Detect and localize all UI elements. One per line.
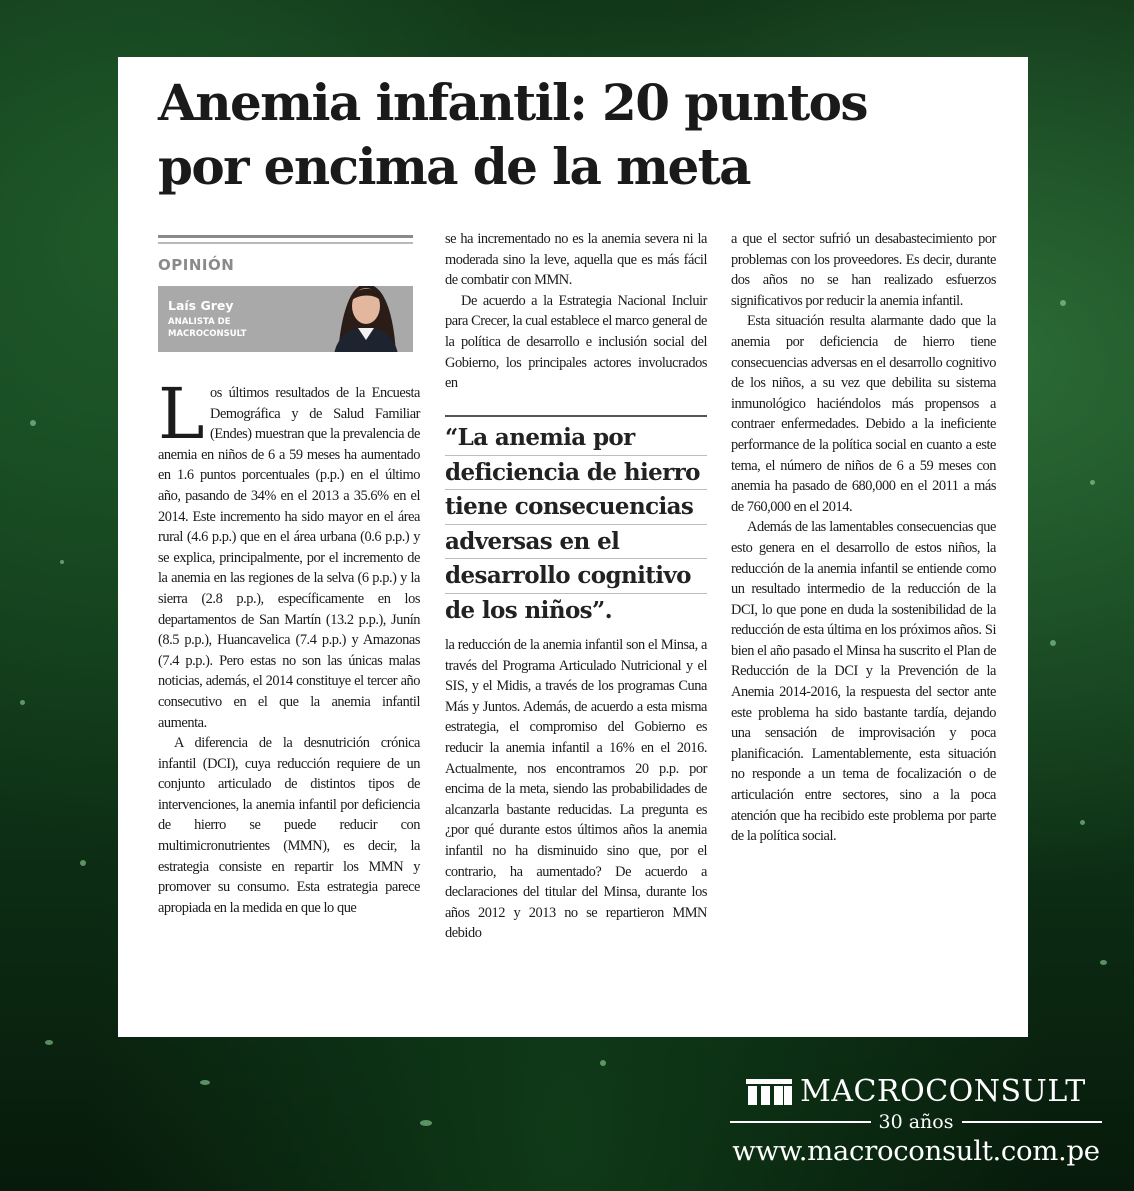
pull-quote-line: desarrollo cognitivo [445, 559, 707, 594]
section-label: OPINIÓN [158, 256, 235, 274]
article-paragraph: De acuerdo a la Estrategia Nacional Incluir para Crecer, la cual establece el marco general de la política de desarrollo e inclusión social del Gobierno, los principales actores involucrados en [445, 292, 707, 392]
newspaper-clipping [118, 57, 1028, 1037]
article-paragraph: se ha incrementado no es la anemia severa ni la moderada sino la leve, aquella que es más fácil de combatir con MMN. [445, 231, 707, 289]
article-column-1 [158, 373, 420, 918]
byline-rule [158, 235, 413, 238]
brand-rule [730, 1121, 871, 1123]
pull-quote-line: tiene consecuencias [445, 490, 707, 525]
byline-rule [158, 242, 413, 244]
headline-line-1: Anemia infantil: 20 puntos [158, 73, 867, 132]
article-column-2-top [445, 229, 707, 394]
author-photo [308, 286, 413, 352]
headline-line-2: por encima de la meta [158, 137, 750, 196]
pull-quote-line: adversas en el [445, 525, 707, 560]
brand-years: 30 años [878, 1111, 954, 1133]
pull-quote [445, 415, 707, 627]
article-paragraph: a que el sector sufrió un desabastecimiento por problemas con los proveedores. Es decir, durante dos años no se han realizado esfuerzos significativos por reducir la anemia infantil. [731, 231, 996, 309]
brand-url: www.macroconsult.com.pe [732, 1135, 1100, 1167]
brand-rule [962, 1121, 1103, 1123]
author-role: ANALISTA DE MACROCONSULT [168, 317, 247, 339]
article-paragraph: Los últimos resultados de la Encuesta Demográfica y de Salud Familiar (Endes) muestran que la prevalencia de anemia en niños de 6 a 59 meses ha aumentado en 1.6 puntos porcentuales (p.p.) en el último año, pasando de 34% en el 2013 a 35.6% en el 2014. Este incremento ha sido mayor en el área rural (4.6 p.p.) que en el área urbana (0.6 p.p.) y se explica, principalmente, por el incremento de la anemia en las regiones de la selva (6 p.p.) y la sierra (2.8 p.p.), específicamente en los departamentos de San Martín (13.2 p.p.), Junín (8.5 p.p.), Huancavelica (7.4 p.p.) y Amazonas (7.4 p.p.). Pero estas no son las únicas malas noticias, además, el 2014 constituye el tercer año consecutivo en el que la anemia infantil aumenta. [158, 373, 420, 731]
pull-quote-line: “La anemia por [445, 421, 707, 456]
article-paragraph: Además de las lamentables consecuencias que esto genera en el desarrollo de estos niños, la reducción de la anemia infantil se entiende como un resultado intermedio de la reducción de la DCI, lo que pone en duda la sostenibilidad de la reducción de esta última en los próximos años. Si bien el año pasado el Minsa ha suscrito el Plan de Reducción de la DCI y la Prevención de la Anemia 2014-2016, la respuesta del sector ante este problema ha sido bastante tardía, dejando una sensación de improvisación y poca planificación. Lamentablemente, esta situación no responde a un tema de focalización o de articulación entre sectores, sino a la poca atención que ha recibido este problema por parte de la política social. [731, 519, 996, 845]
pull-quote-line: de los niños”. [445, 596, 613, 624]
article-paragraph: Esta situación resulta alarmante dado que la anemia por deficiencia de hierro tiene consecuencias adversas en el desarrollo cognitivo de los niños, a su vez que debilita su sistema inmunológico haciéndolos más propensos a contraer enfermedades. Debido a la ineficiente performance de la política social en cuanto a este tema, el número de niños de 6 a 59 meses con anemia ha pasado de 680,000 en el 2011 a más de 760,000 en el 2014. [731, 313, 996, 515]
macroconsult-logo-icon [746, 1079, 792, 1105]
article-paragraph: A diferencia de la desnutrición crónica infantil (DCI), cuya reducción requiere de un conjunto articulado de distintos tipos de intervenciones, la anemia infantil por deficiencia de hierro se puede reducir con multimicronutrientes (MMN), es decir, la estrategia consiste en repartir los MMN y promover su consumo. Esta estrategia parece apropiada en la medida en que lo que [158, 735, 420, 916]
pull-quote-line: deficiencia de hierro [445, 456, 707, 491]
byline-block [158, 235, 413, 355]
article-column-2-bottom [445, 635, 707, 944]
article-paragraph: la reducción de la anemia infantil son el Minsa, a través del Programa Articulado Nutricional y el SIS, y el Midis, a través de los programas Cuna Más y Juntos. Además, de acuerdo a esta misma estrategia, el compromiso del Gobierno es reducir la anemia infantil a 16% en el 2016. Actualmente, nos encontramos 20 p.p. por encima de la meta, siendo las probabilidades de alcanzarla bastante reducidas. La pregunta es ¿por qué durante estos últimos años la anemia infantil no ha disminuido sino que, por el contrario, ha aumentado? De acuerdo a declaraciones del titular del Minsa, durante los años 2012 y 2013 no se repartieron MMN debido [445, 637, 707, 942]
author-name: Laís Grey [168, 298, 234, 313]
drop-cap: L [158, 373, 205, 455]
article-column-3 [731, 229, 996, 847]
brand-name: MACROCONSULT [800, 1074, 1086, 1109]
brand-signature [730, 1074, 1102, 1167]
author-box [158, 286, 413, 352]
article-headline [158, 71, 998, 199]
